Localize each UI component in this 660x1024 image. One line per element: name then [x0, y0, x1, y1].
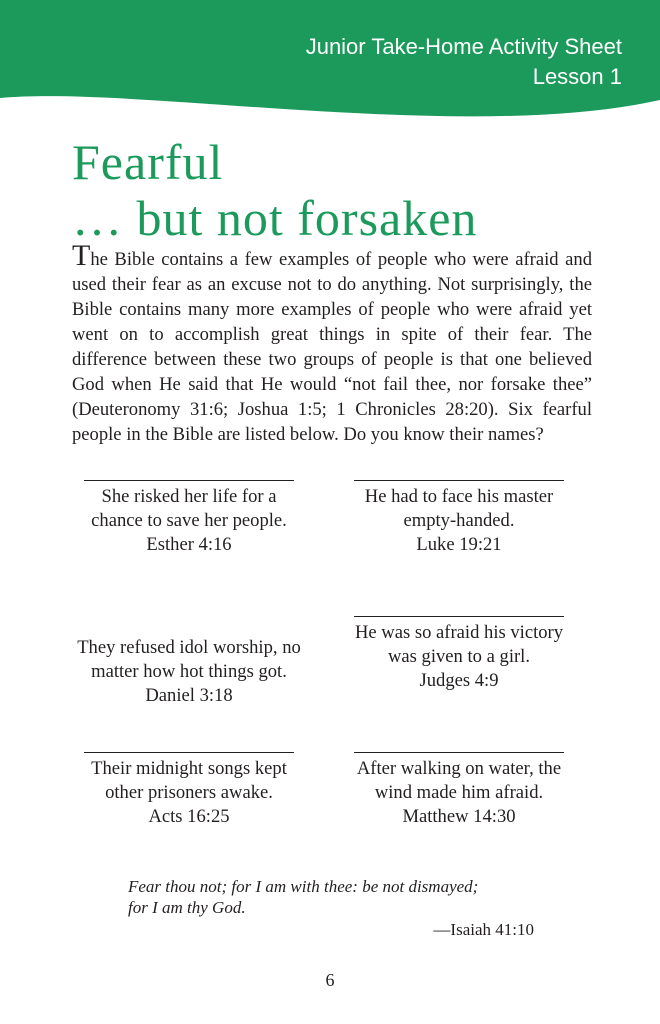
- clue-text: matter how hot things got.: [91, 661, 287, 682]
- clue-text: was given to a girl.: [387, 646, 530, 667]
- clue-text: He was so afraid his victory: [354, 622, 564, 643]
- clue-reference: Acts 16:25: [148, 806, 230, 827]
- answer-blank[interactable]: [354, 740, 564, 753]
- clue-text: He had to face his master: [364, 486, 554, 507]
- quote-line: Fear thou not; for I am with thee: be not dismayed;: [128, 877, 479, 896]
- clue-reference: Daniel 3:18: [145, 685, 233, 706]
- clue-1: [54, 468, 324, 557]
- clue-text: empty-handed.: [403, 510, 515, 531]
- clue-3: [54, 620, 324, 708]
- answer-blank[interactable]: [84, 740, 294, 753]
- quote-line: for I am thy God.: [128, 898, 246, 917]
- clue-text: wind made him afraid.: [374, 782, 544, 803]
- clue-reference: Luke 19:21: [416, 534, 502, 555]
- clue-2: [324, 468, 594, 557]
- answer-blank[interactable]: [354, 604, 564, 617]
- page-number: 6: [325, 970, 335, 990]
- activity-sheet-label: Junior Take-Home Activity Sheet: [305, 34, 622, 59]
- intro-paragraph: [72, 239, 592, 447]
- scripture-quote: [128, 876, 548, 918]
- clue-5: [54, 740, 324, 829]
- page-title-line1: Fearful: [72, 134, 224, 190]
- intro-text: he Bible contains a few examples of people who were afraid and used their fear as an excuse not to do anything. Not surprisingly, the Bible contains many more examples of people who were afraid yet went on to accomplish great things in spite of their fear. The difference between these two groups of people is that one believed God when He said that He would “not fail thee, nor forsake thee” (Deuteronomy 31:6; Joshua 1:5; 1 Chronicles 28:20). Six fearful people in the Bible are listed below. Do you know their names?: [72, 249, 592, 445]
- clue-reference: Judges 4:9: [419, 670, 499, 691]
- clue-4: [324, 604, 594, 693]
- intro-dropcap: T: [72, 239, 91, 272]
- clue-text: After walking on water, the: [356, 758, 562, 779]
- clue-reference: Esther 4:16: [146, 534, 232, 555]
- lesson-label: Lesson 1: [532, 64, 622, 89]
- clue-text: Their midnight songs kept: [91, 758, 287, 779]
- clue-6: [324, 740, 594, 829]
- quote-reference: —Isaiah 41:10: [433, 920, 534, 939]
- header-wave: [0, 0, 660, 125]
- answer-blank[interactable]: [84, 620, 294, 632]
- header-band: [0, 0, 660, 125]
- page-title-line2: … but not forsaken: [72, 190, 478, 246]
- answer-blank[interactable]: [84, 468, 294, 481]
- clue-reference: Matthew 14:30: [402, 806, 516, 827]
- clue-text: chance to save her people.: [91, 510, 287, 531]
- answer-blank[interactable]: [354, 468, 564, 481]
- clue-text: other prisoners awake.: [105, 782, 273, 803]
- clue-text: She risked her life for a: [101, 486, 277, 507]
- clue-text: They refused idol worship, no: [77, 637, 301, 658]
